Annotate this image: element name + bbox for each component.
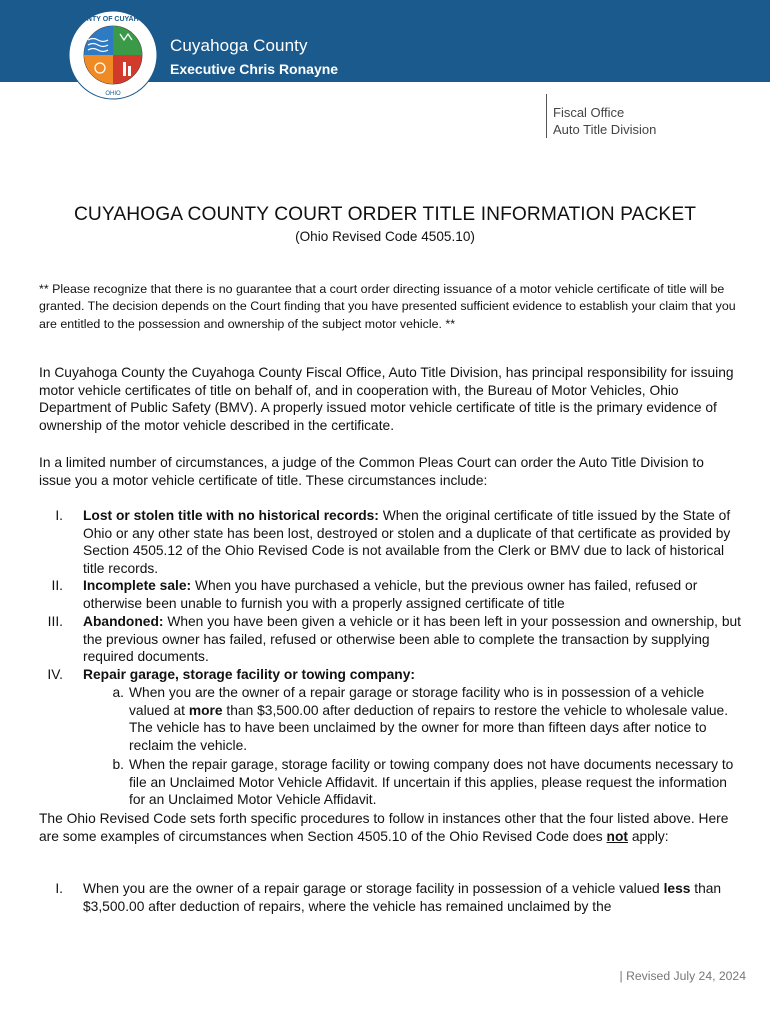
list-item-heading: Incomplete sale: [83, 578, 192, 593]
division-name: Auto Title Division [553, 122, 657, 137]
svg-text:COUNTY OF CUYAHOGA: COUNTY OF CUYAHOGA [71, 16, 155, 23]
sublist-item-text: When you are the owner of a repair garage or storage facility who is in possession of a vehicle valued at [129, 685, 705, 718]
svg-text:OHIO: OHIO [105, 91, 121, 97]
list-item-heading: Abandoned: [83, 614, 164, 629]
county-seal-logo [68, 10, 158, 100]
list-numeral: IV. [47, 667, 63, 682]
list-numeral: I. [55, 508, 63, 523]
revised-date: | Revised July 24, 2024 [619, 969, 746, 983]
list-item [83, 507, 743, 577]
sublist-item-text: than $3,500.00 after deduction of repairs to restore the vehicle to wholesale value. The vehicle has to have been unclaimed by the owner for more than fifteen days after notice to reclaim the vehicle. [129, 702, 729, 753]
sublist-item-emphasis: more [188, 702, 223, 718]
circumstances-intro: In a limited number of circumstances, a judge of the Common Pleas Court can order the Auto Title Division to issue you a motor vehicle certificate of title. These circumstances include: [39, 455, 704, 488]
list-item-text: than $3,500.00 after deduction of repairs, where the vehicle has remained unclaimed by the [83, 881, 722, 914]
document-subtitle: (Ohio Revised Code 4505.10) [295, 229, 475, 244]
list-item [83, 880, 743, 915]
sublist-letter: a. [112, 685, 124, 700]
paragraph-emphasis: not [606, 828, 628, 844]
list-item-heading: Repair garage, storage facility or towing company: [83, 667, 415, 682]
list-item [83, 577, 743, 612]
intro-paragraph: In Cuyahoga County the Cuyahoga County Fiscal Office, Auto Title Division, has principal responsibility for issuing motor vehicle certificates of title on behalf of, and in cooperation with, the Bureau of Motor Vehicles, Ohio Department of Public Safety (BMV). A properly issued motor vehicle certificate of title is the primary evidence of ownership of the motor vehicle described in the certificate. [39, 365, 734, 433]
exceptions-intro [39, 810, 739, 845]
paragraph-text: apply: [627, 828, 669, 844]
office-name: Fiscal Office [553, 105, 625, 120]
sublist-letter: b. [112, 757, 124, 772]
list-item [83, 666, 743, 684]
document-title: CUYAHOGA COUNTY COURT ORDER TITLE INFORMATION PACKET [73, 204, 697, 225]
list-numeral: III. [47, 614, 63, 629]
list-item-heading: Lost or stolen title with no historical records: [83, 508, 379, 523]
list-item-text: When you have purchased a vehicle, but the previous owner has failed, refused or otherwise been unable to furnish you with a properly assigned certificate of title [83, 578, 698, 611]
list-item-emphasis: less [663, 881, 691, 896]
county-name: Cuyahoga County [170, 36, 308, 55]
paragraph-text: The Ohio Revised Code sets forth specific procedures to follow in instances other that the four listed above. Here are some examples of circumstances when Section 4505.10 of the Ohio Revised Code does [39, 811, 729, 844]
notice-paragraph: ** Please recognize that there is no guarantee that a court order directing issuance of a motor vehicle certificate of title will be granted. The decision depends on the Court finding that you have presented sufficient evidence to establish your claim that you are entitled to the possession and ownership of the subject motor vehicle. ** [39, 282, 736, 331]
sublist-item [129, 684, 744, 754]
list-item-text: When the original certificate of title issued by the State of Ohio or any other state has been lost, destroyed or stolen and a duplicate of that certificate as provided by Section 4505.12 of the Ohio Revised Code is not available from the Clerk or BMV due to lack of historical title records. [83, 508, 731, 576]
list-item-text: When you have been given a vehicle or it has been left in your possession and ownership, but the previous owner has failed, refused or otherwise been able to complete the transaction by supplying required documents. [83, 614, 742, 665]
list-item [83, 613, 743, 666]
sublist-item: When the repair garage, storage facility or towing company does not have documents necessary to file an Unclaimed Motor Vehicle Affidavit. If uncertain if this applies, please request the information for an Unclaimed Motor Vehicle Affidavit. [129, 757, 734, 808]
office-block [546, 94, 656, 138]
list-numeral: II. [51, 578, 63, 593]
executive-name: Executive Chris Ronayne [170, 61, 339, 77]
list-numeral: I. [55, 881, 63, 896]
list-item-text: When you are the owner of a repair garage or storage facility in possession of a vehicle valued [83, 881, 664, 896]
